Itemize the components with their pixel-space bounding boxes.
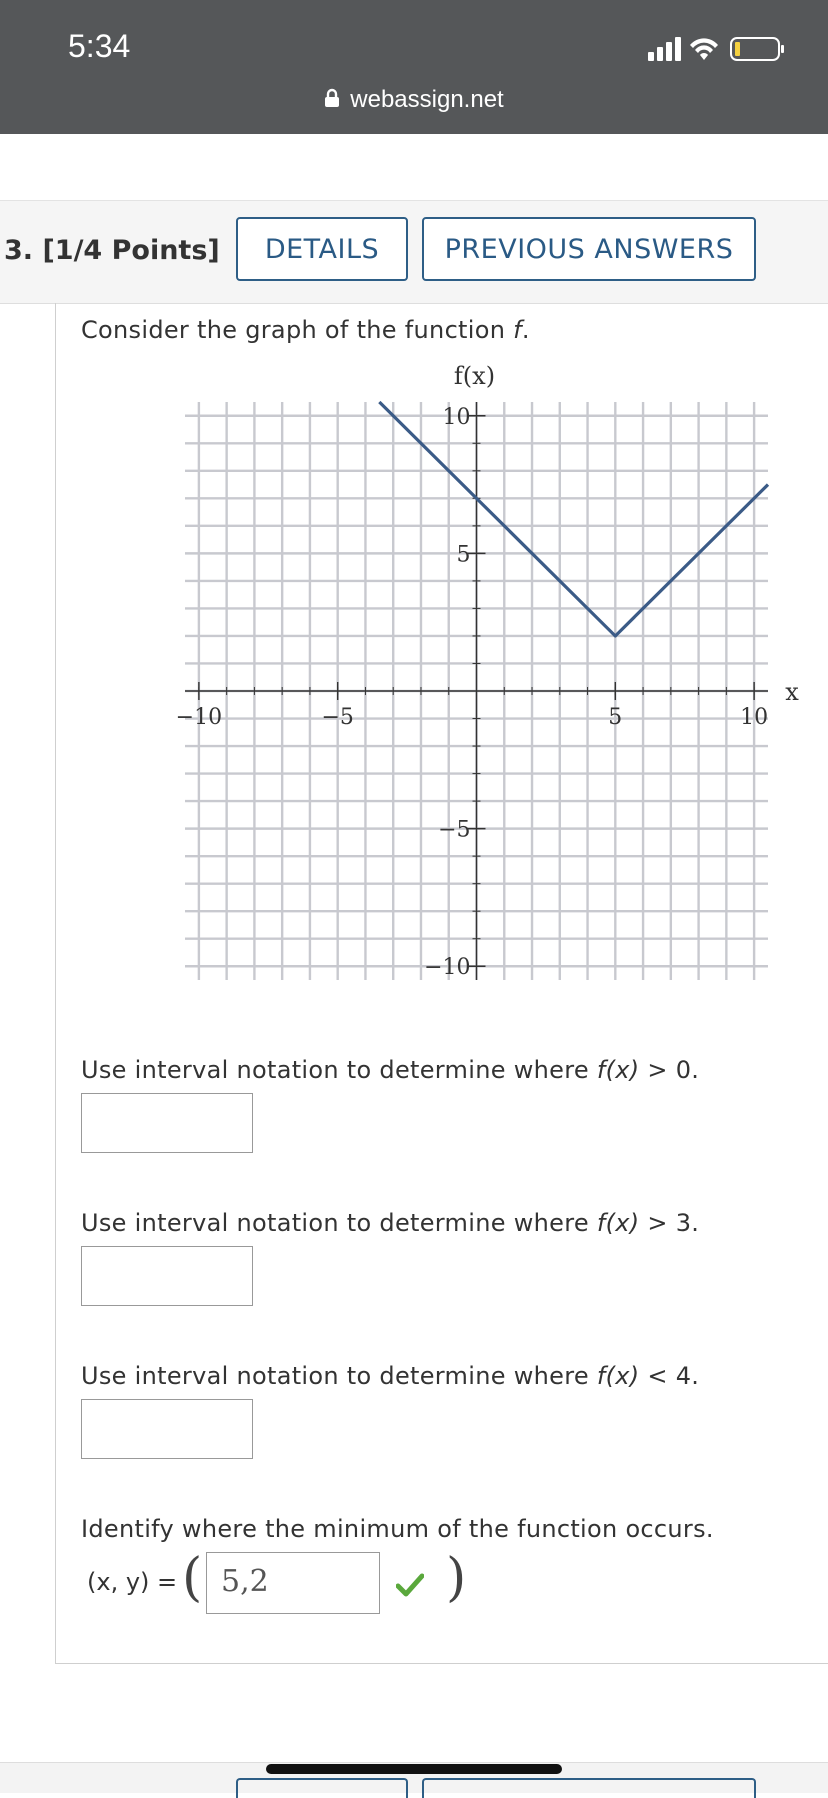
- y-tick-label: −5: [438, 817, 471, 843]
- check-icon: [396, 1573, 424, 1601]
- battery-icon: [731, 38, 784, 60]
- address-bar[interactable]: [0, 86, 828, 115]
- function-line: [379, 402, 768, 636]
- home-indicator: [266, 1764, 562, 1774]
- chart-svg: [150, 360, 810, 1000]
- question-header: [0, 200, 828, 304]
- labels: [176, 362, 800, 980]
- status-icons: [646, 34, 796, 64]
- question-prompt: Consider the graph of the function f.: [81, 316, 530, 344]
- details-button[interactable]: DETAILS: [236, 217, 408, 281]
- url-text: webassign.net: [350, 86, 504, 113]
- close-paren: ): [446, 1548, 467, 1608]
- x-tick-label: −5: [321, 705, 354, 730]
- open-paren: (: [182, 1548, 203, 1608]
- x-tick-label: 5: [608, 705, 623, 730]
- clock: 5:34: [68, 28, 131, 64]
- x-tick-label: 10: [740, 705, 769, 730]
- wifi-icon: [690, 38, 718, 60]
- question-number: 3. [1/4 Points]: [4, 235, 220, 266]
- series: [379, 402, 768, 636]
- x-tick-label: −10: [175, 705, 223, 730]
- signal-icon: [648, 37, 681, 61]
- function-name: f: [513, 316, 522, 344]
- part-2-answer-input[interactable]: [81, 1246, 253, 1306]
- next-question-button-partial[interactable]: [236, 1778, 408, 1798]
- part-2-prompt: Use interval notation to determine where f(x) > 3.: [81, 1209, 700, 1237]
- minimum-prompt: Identify where the minimum of the function occurs.: [81, 1515, 714, 1543]
- minimum-answer-input[interactable]: 5,2: [206, 1552, 380, 1614]
- part-3-answer-input[interactable]: [81, 1399, 253, 1459]
- part-3-prompt: Use interval notation to determine where f(x) < 4.: [81, 1362, 700, 1390]
- function-graph: [150, 360, 810, 1004]
- previous-answers-button[interactable]: PREVIOUS ANSWERS: [422, 217, 756, 281]
- part-1-prompt: Use interval notation to determine where f(x) > 0.: [81, 1056, 700, 1084]
- y-tick-label: 10: [442, 404, 471, 430]
- part-1-answer-input[interactable]: [81, 1093, 253, 1153]
- xy-label: (x, y) =: [87, 1568, 178, 1596]
- next-question-button-partial-2[interactable]: [422, 1778, 756, 1798]
- y-axis-label: f(x): [453, 362, 496, 390]
- x-axis-label: x: [785, 678, 799, 706]
- lock-icon: [324, 87, 340, 115]
- y-tick-label: −10: [424, 955, 471, 981]
- y-tick-label: 5: [456, 542, 471, 568]
- status-bar: [0, 0, 828, 134]
- axes: [185, 402, 768, 980]
